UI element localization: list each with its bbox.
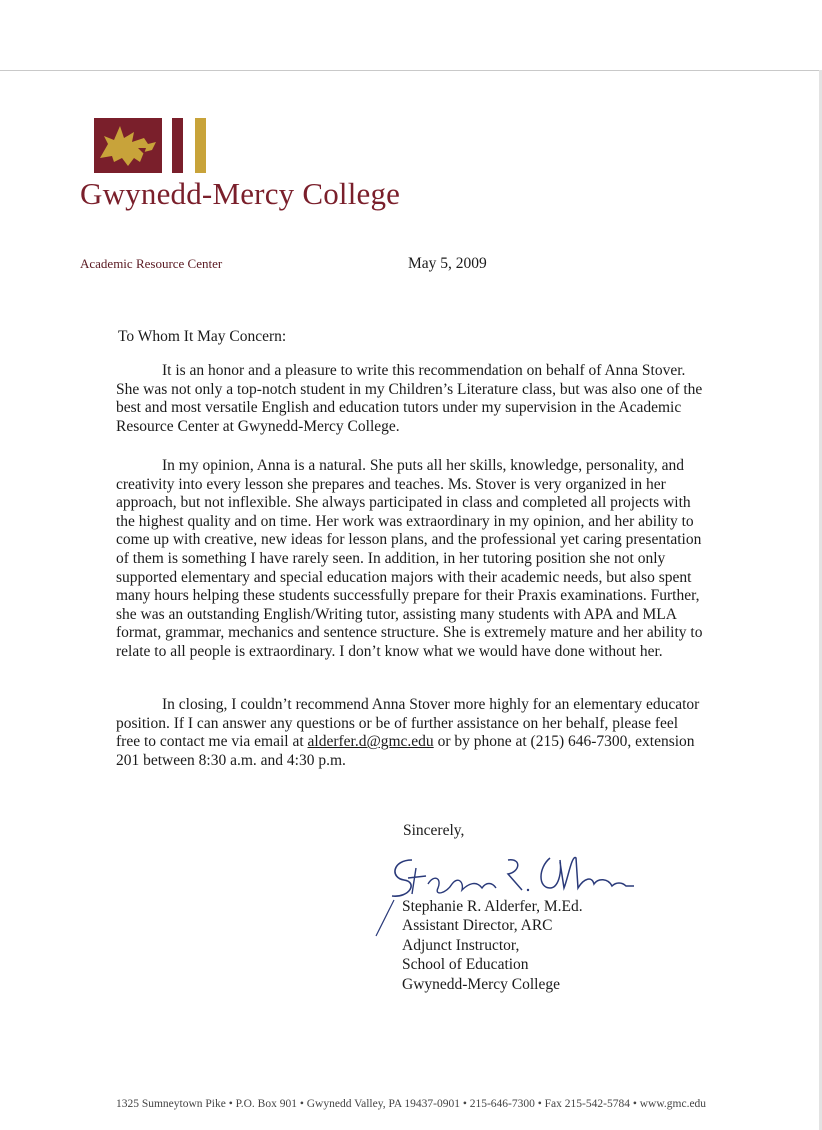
paragraph-3 [116,696,706,770]
salutation: To Whom It May Concern: [118,328,287,345]
signer-name: Stephanie R. Alderfer, M.Ed. [402,898,583,915]
signature-block [402,897,583,994]
college-name: Gwynedd-Mercy College [80,176,401,211]
closing: Sincerely, [403,822,465,839]
department-name: Academic Resource Center [80,256,223,271]
signer-title-4: Gwynedd-Mercy College [402,975,560,993]
footer-address: 1325 Sumneytown Pike • P.O. Box 901 • Gwynedd Valley, PA 19437-0901 • 215-646-7300 • Fax 215-542-5784 • www.gmc.edu [115,1098,707,1110]
paragraph-3-text-start: In closing, I couldn’t recommend Anna Stover more highly for an elementary educator position. If I can answer any questions or be of further assistance on her behalf, please feel free to contact me via email at [116,696,700,751]
paragraph-1 [116,362,706,436]
paragraph-1-text: It is an honor and a pleasure to write this recommendation on behalf of Anna Stover. She was not only a top-notch student in my Children’s Literature class, but was also one of the best and most versatile English and education tutors under my supervision in the Academic Resource Center at Gwynedd-Mercy College. [116,362,703,435]
signer-title-2: Adjunct Instructor, [402,936,520,954]
paragraph-2-text: In my opinion, Anna is a natural. She puts all her skills, knowledge, personality, and creativity into every lesson she prepares and teaches. Ms. Stover is very organized in her approach, but not inflexible. She always participated in class and completed all projects with the highest quality and on time. Her work was extraordinary in my opinion, and her ability to come up with creative, new ideas for lesson plans, and the professional yet caring presentation of them is something I have rarely seen. In addition, in her tutoring position she not only supported elementary and special education majors with their academic needs, but also spent many hours helping these students successfully prepare for their Praxis examinations. Further, she was an outstanding English/Writing tutor, assisting many students with APA and MLA format, grammar, mechanics and sentence structure. She is extremely mature and her ability to relate to all people is extraordinary. I don’t know what we would have done without her. [116,457,703,660]
griffin-logo-icon [94,118,209,173]
email-link[interactable]: alderfer.d@gmc.edu [307,733,434,751]
signer-title-1: Assistant Director, ARC [402,917,553,935]
paragraph-3-text-end: or by phone at (215) 646-7300, extension 201 between 8:30 a.m. and 4:30 p.m. [116,733,695,769]
paragraph-2 [116,457,706,662]
scan-edge-line [0,70,822,71]
signer-title-3: School of Education [402,956,529,974]
letter-date: May 5, 2009 [408,255,487,272]
